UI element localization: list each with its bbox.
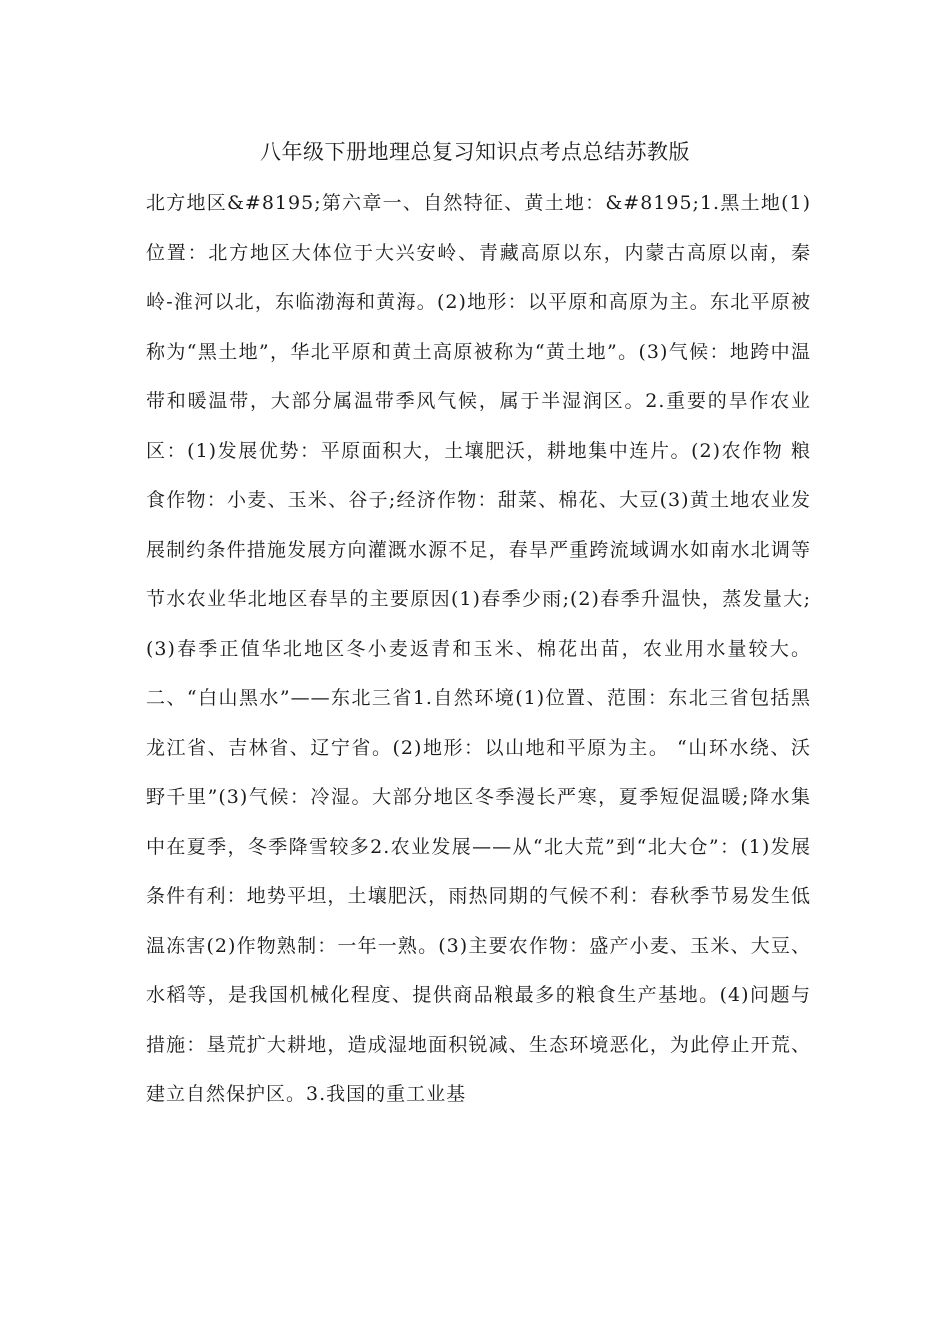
- document-title: 八年级下册地理总复习知识点考点总结苏教版: [260, 140, 690, 164]
- document-body-text: 北方地区&#8195;第六章一、自然特征、黄土地：&#8195;1.黑土地(1)位置：北方地区大体位于大兴安岭、青藏高原以东，内蒙古高原以南，秦岭-淮河以北，东临渤海和黄海。(2)地形：以平原和高原为主。东北平原被称为“黑土地”，华北平原和黄土高原被称为“黄土地”。(3)气候：地跨中温带和暖温带，大部分属温带季风气候，属于半湿润区。2.重要的旱作农业区：(1)发展优势：平原面积大，土壤肥沃，耕地集中连片。(2)农作物 粮食作物：小麦、玉米、谷子;经济作物：甜菜、棉花、大豆(3)黄土地农业发展制约条件措施发展方向灌溉水源不足，春旱严重跨流域调水如南水北调等节水农业华北地区春旱的主要原因(1)春季少雨;(2)春季升温快，蒸发量大;(3)春季正值华北地区冬小麦返青和玉米、棉花出苗，农业用水量较大。二、“白山黑水”——东北三省1.自然环境(1)位置、范围：东北三省包括黑龙江省、吉林省、辽宁省。(2)地形：以山地和平原为主。 “山环水绕、沃野千里”(3)气候：冷湿。大部分地区冬季漫长严寒，夏季短促温暖;降水集中在夏季，冬季降雪较多2.农业发展——从“北大荒”到“北大仓”：(1)发展条件有利：地势平坦，土壤肥沃，雨热同期的气候不利：春秋季节易发生低温冻害(2)作物熟制：一年一熟。(3)主要农作物：盛产小麦、玉米、大豆、水稻等，是我国机械化程度、提供商品粮最多的粮食生产基地。(4)问题与措施：垦荒扩大耕地，造成湿地面积锐减、生态环境恶化，为此停止开荒、建立自然保护区。3.我国的重工业基: [146, 192, 811, 1105]
